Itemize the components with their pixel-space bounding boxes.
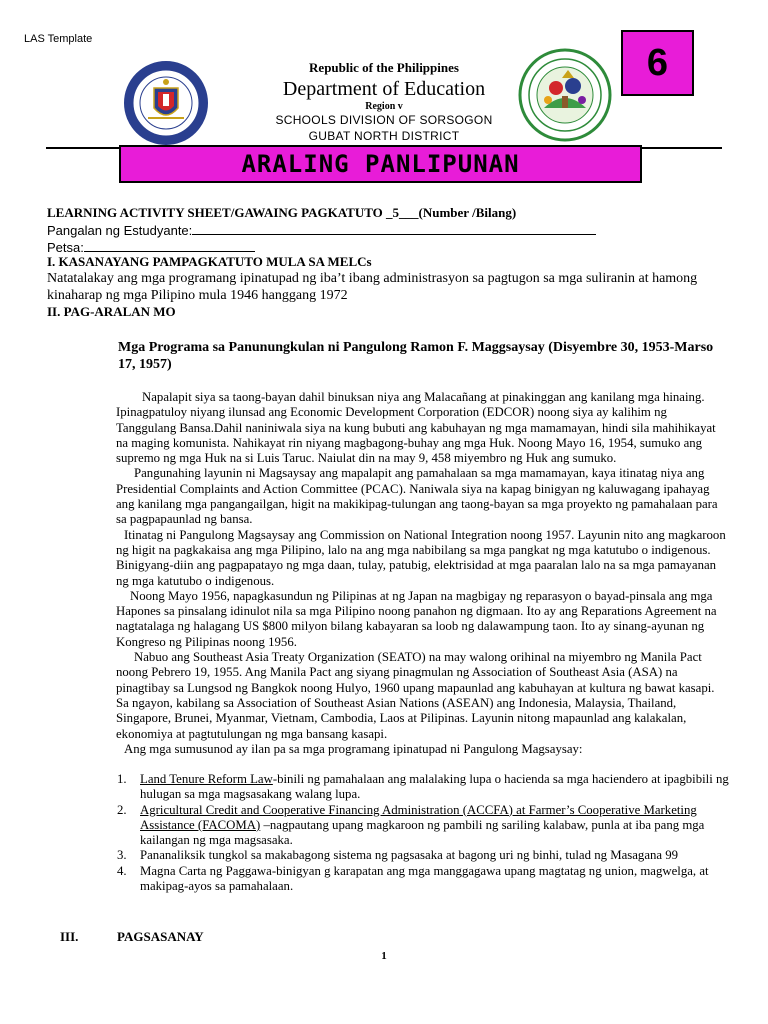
- grade-level-box: 6: [621, 30, 694, 96]
- list-number: 1.: [117, 772, 127, 786]
- list-item: [117, 864, 729, 895]
- lesson-title: Mga Programa sa Panunungkulan ni Pangulong Ramon F. Maggsaysay (Disyembre 30, 1953-Marso 17, 1957): [118, 340, 714, 372]
- list-item: [117, 772, 729, 803]
- program-name: Land Tenure Reform Law: [140, 772, 273, 786]
- list-number: 2.: [117, 802, 127, 817]
- republic-heading: Republic of the Philippines: [309, 60, 459, 75]
- paragraph: Napalapit siya sa taong-bayan dahil binuksan niya ang Malacañang at pinakinggan ang kanilang mga hinaing. Ipinagpatuloy niyang ilunsad ang Economic Development Corporation (EDCOR) noong siya ay kalihim ng Tanggulang Bansa.Dahil naniniwala siya na kung bubuti ang kabuhayan ng mga mamamayan, hindi sila mahihikayat na maging komunista. Nahikayat rin niyang magbagong-buhay ang mga Huk. Noong Mayo 16, 1954, sumuko ang supremo ng mga Huk na si Luis Taruc. Naiulat din na may 9, 458 miyembro ng Huk ang sumuko.: [116, 390, 716, 466]
- section-3-title: [60, 929, 204, 945]
- section-1-title: I. KASANAYANG PAMPAGKATUTO MULA SA MELCs: [47, 254, 372, 269]
- page-number: 1: [381, 950, 387, 962]
- student-name-blank[interactable]: [192, 222, 596, 235]
- list-item: [117, 803, 729, 849]
- program-name: Agricultural Credit and Cooperative Financing Administration (ACCFA) at Farmer’s Cooperative Marketing Assistance (FACOMA): [140, 802, 697, 832]
- list-number: 3.: [117, 848, 127, 863]
- paragraph: Ang mga sumusunod ay ilan pa sa mga programang ipinatupad ni Pangulong Magsaysay:: [124, 741, 583, 756]
- las-template-label: LAS Template: [24, 33, 93, 45]
- program-description: –nagpautang upang magkaroon ng pambili ng sariling kalabaw, punla at iba pang mga kailangan ng mga magsasaka.: [140, 817, 705, 848]
- section-2-title: II. PAG-ARALAN MO: [47, 304, 176, 319]
- paragraph: Nabuo ang Southeast Asia Treaty Organization (SEATO) na may walong orihinal na miyembro ng Manila Pact noong Pebrero 19, 1955. Ang Manila Pact ang siyang pinagmulan ng Association of Southeast Asia (ASA) na pinagtibay sa Lungsod ng Bangkok noong Hulyo, 1960 upang mapaunlad ang kabuhayan at kultura ng bawat kasapi. Sa ngayon, kabilang sa Association of Southeast Asian Nations (ASEAN) ang Indonesia, Malaysia, Thailand, Singapore, Brunei, Myanmar, Vietnam, Cambodia, Laos at Pilipinas. Layunin nitong mapaunlad ang kalakalan, ekonomiya at pagtutulungan ng mga bansang kasapi.: [116, 650, 715, 741]
- division-heading: SCHOOLS DIVISION OF SORSOGON: [275, 113, 493, 127]
- division-seal-logo: [518, 48, 612, 142]
- program-description: Pananaliksik tungkol sa makabagong sistema ng pagsasaka at bagong uri ng binhi, tulad ng Masagana 99: [140, 848, 679, 863]
- list-item: [117, 848, 729, 863]
- lesson-body: [116, 390, 728, 757]
- paragraph: Pangunahing layunin ni Magsaysay ang mapalapit ang pamahalaan sa mga mamamayan, kaya itinatag niya ang Presidential Complaints and Action Committee (PCAC). Naniwala siya na kapag binigyan ng kaluwagang ipahayag ang kanilang mga pangangailgan, higit na makikipag-tulungan ang taong-bayan sa mga proyekto ng pamahalaan para sa pagpapaunlad ng bansa.: [116, 466, 718, 527]
- melc-text: Natatalakay ang mga programang ipinatupad ng iba’t ibang administrasyon sa pagtugon sa mga suliranin at hamong kinaharap ng mga Pilipino mula 1946 hanggang 1972: [47, 271, 698, 303]
- program-list: [117, 772, 729, 894]
- date-label: Petsa:: [47, 240, 84, 255]
- student-name-label: Pangalan ng Estudyante:: [47, 223, 193, 238]
- paragraph: Itinatag ni Pangulong Magsaysay ang Commission on National Integration noong 1957. Layunin nito ang magkaroon ng higit na pagkakaisa ang mga Pilipino, lalo na ang mga nabibilang sa mga pangkat ng mga katutubo o indigenous. Binigyang-diin ang pagpapatayo ng mga daan, tulay, patubig, elektrisidad at mga paaralan lalo na sa mga pamayanan ng mga katutubo o indigenous.: [116, 527, 726, 588]
- student-name-field[interactable]: [47, 222, 596, 238]
- las-number-line: LEARNING ACTIVITY SHEET/GAWAING PAGKATUTO _5___(Number /Bilang): [47, 205, 517, 220]
- department-heading: Department of Education: [282, 78, 486, 100]
- region-heading: Region v: [365, 101, 403, 112]
- paragraph: Noong Mayo 1956, napagkasundun ng Pilipinas at ng Japan na magbigay ng reparasyon o bayad-pinsala ang mga Hapones sa pinsalang idinulot nila sa mga Pilipino noong panahon ng digmaan. Ito ay ang Reparations Agreement na nagtatalaga ng halagang US $800 milyon bilang kabayaran sa loob ng dalawampung taon. Ito ay sinang-ayunan ng Kongreso ng Pilipinas noong 1956.: [116, 588, 717, 649]
- section-3-numeral: III.: [60, 929, 79, 944]
- date-blank[interactable]: [84, 239, 255, 252]
- program-description: Magna Carta ng Paggawa-binigyan g karapatan ang mga manggagawa upang magtatag ng union, magwelga, at makipag-ayos sa pamahalaan.: [140, 863, 709, 894]
- subject-banner: ARALING PANLIPUNAN: [119, 145, 642, 183]
- date-field[interactable]: [47, 239, 255, 255]
- district-heading: GUBAT NORTH DISTRICT: [308, 129, 460, 143]
- list-number: 4.: [117, 863, 127, 878]
- program-description: -binili ng pamahalaan ang malalaking lupa o hacienda sa mga haciendero at ipagbibili ng hulugan sa mga magsasakang walang lupa.: [140, 772, 729, 802]
- section-3-label: PAGSASANAY: [117, 929, 204, 944]
